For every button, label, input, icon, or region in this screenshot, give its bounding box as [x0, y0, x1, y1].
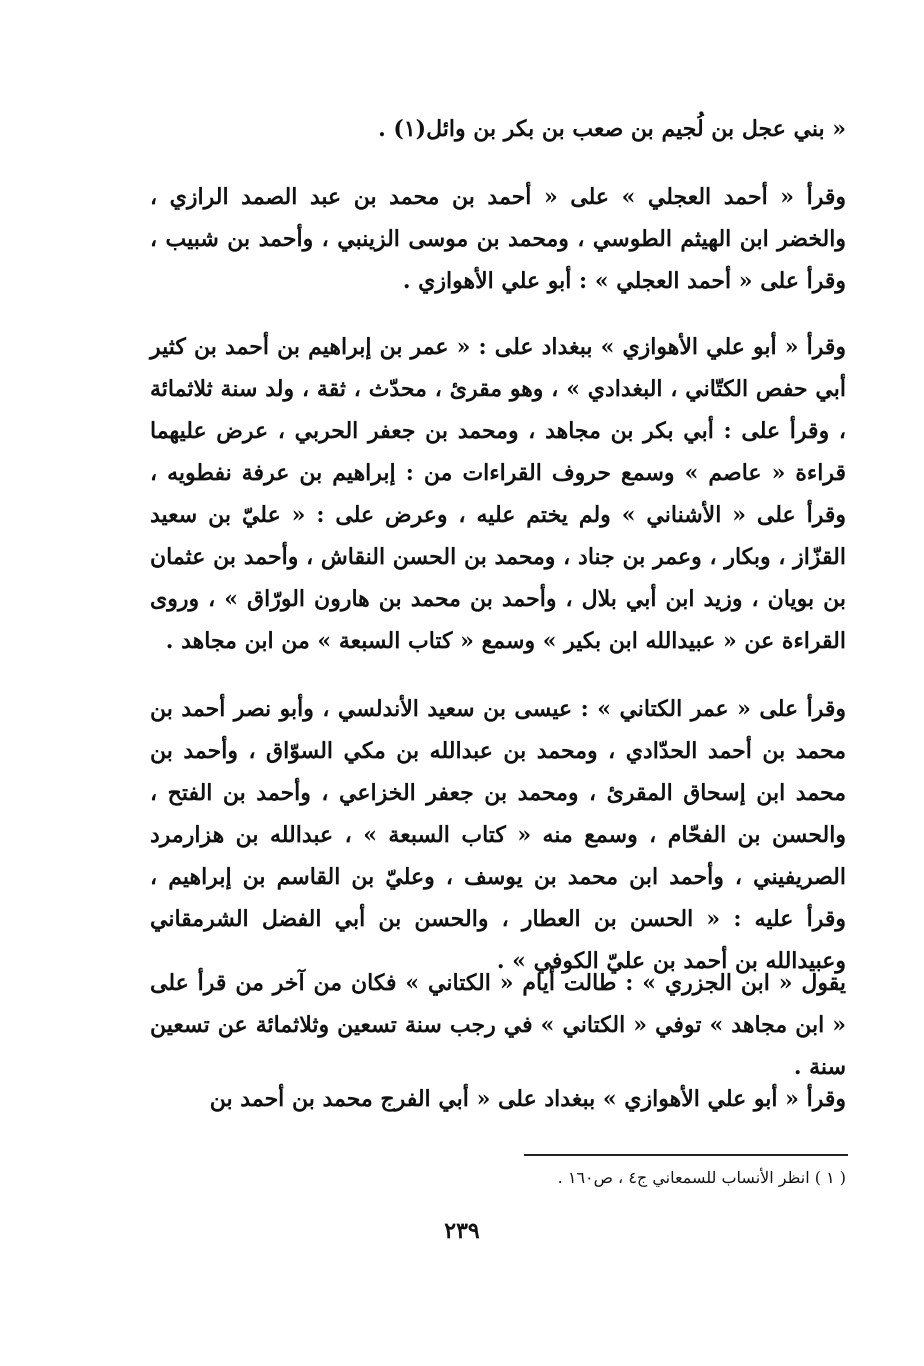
paragraph-text: وقرأ على « عمر الكتاني » : عيسى بن سعيد الأندلسي ، وأبو نصر أحمد بن محمد بن أحمد الحدّادي ، ومحمد بن عبدالله بن مكي السوّاق ، وأحمد بن محمد ابن إسحاق المقرئ ، ومحمد بن جعفر الخزاعي ، وأحمد بن الفتح ، والحسن بن الفحّام ، وسمع منه « كتاب السبعة » ، عبدالله بن هزارمرد الصريفيني ، وأحمد ابن محمد بن يوسف ، وعليّ بن القاسم بن إبراهيم ، وقرأ عليه : « الحسن بن العطار ، والحسن بن أبي الفضل الشرمقاني وعبيدالله بن أحمد بن عليّ الكوفي » . — [150, 696, 846, 974]
paragraph-text: وقرأ « أحمد العجلي » على « أحمد بن محمد بن عبد الصمد الرازي ، والخضر ابن الهيثم الطوسي ، ومحمد بن موسى الزينبي ، وأحمد بن شبيب ، وقرأ على « أحمد العجلي » : أبو علي الأهوازي . — [150, 184, 846, 294]
paragraph-4 — [150, 688, 846, 982]
paragraph-3 — [150, 326, 846, 662]
paragraph-5 — [150, 962, 846, 1088]
paragraph-1 — [150, 108, 846, 150]
paragraph-text: يقول « ابن الجزري » : طالت أيام « الكتاني » فكان من آخر من قرأ على « ابن مجاهد » توفي « الكتاني » في رجب سنة تسعين وثلاثمائة عن تسعين سنة . — [150, 970, 846, 1080]
paragraph-text: « بني عجل بن لُجيم بن صعب بن بكر بن وائل(١) . — [378, 116, 846, 142]
paragraph-6 — [150, 1078, 846, 1120]
paragraph-2 — [150, 176, 846, 302]
page-number: ٢٣٩ — [444, 1218, 480, 1244]
paragraph-text: وقرأ « أبو علي الأهوازي » ببغداد على : « عمر بن إبراهيم بن أحمد بن كثير أبي حفص الكتّاني ، البغدادي » ، وهو مقرئ ، محدّث ، ثقة ، ولد سنة ثلاثمائة ، وقرأ على : أبي بكر بن مجاهد ، ومحمد بن جعفر الحربي ، عرض عليهما قراءة « عاصم » وسمع حروف القراءات من : إبراهيم بن عرفة نفطويه ، وقرأ على « الأشناني » ولم يختم عليه ، وعرض على : « عليّ بن سعيد القزّاز ، وبكار ، وعمر بن جناد ، ومحمد بن الحسن النقاش ، وأحمد بن عثمان بن بويان ، وزيد ابن أبي بلال ، وأحمد بن محمد بن هارون الورّاق » ، وروى القراءة عن « عبيدالله ابن بكير » وسمع « كتاب السبعة » من ابن مجاهد . — [150, 334, 846, 654]
footnote-divider — [524, 1154, 848, 1156]
footnote: ( ١ ) انظر الأنساب للسمعاني ج٤ ، ص١٦٠ . — [557, 1168, 846, 1187]
paragraph-text: وقرأ « أبو علي الأهوازي » ببغداد على « أبي الفرج محمد بن أحمد بن — [209, 1086, 846, 1112]
